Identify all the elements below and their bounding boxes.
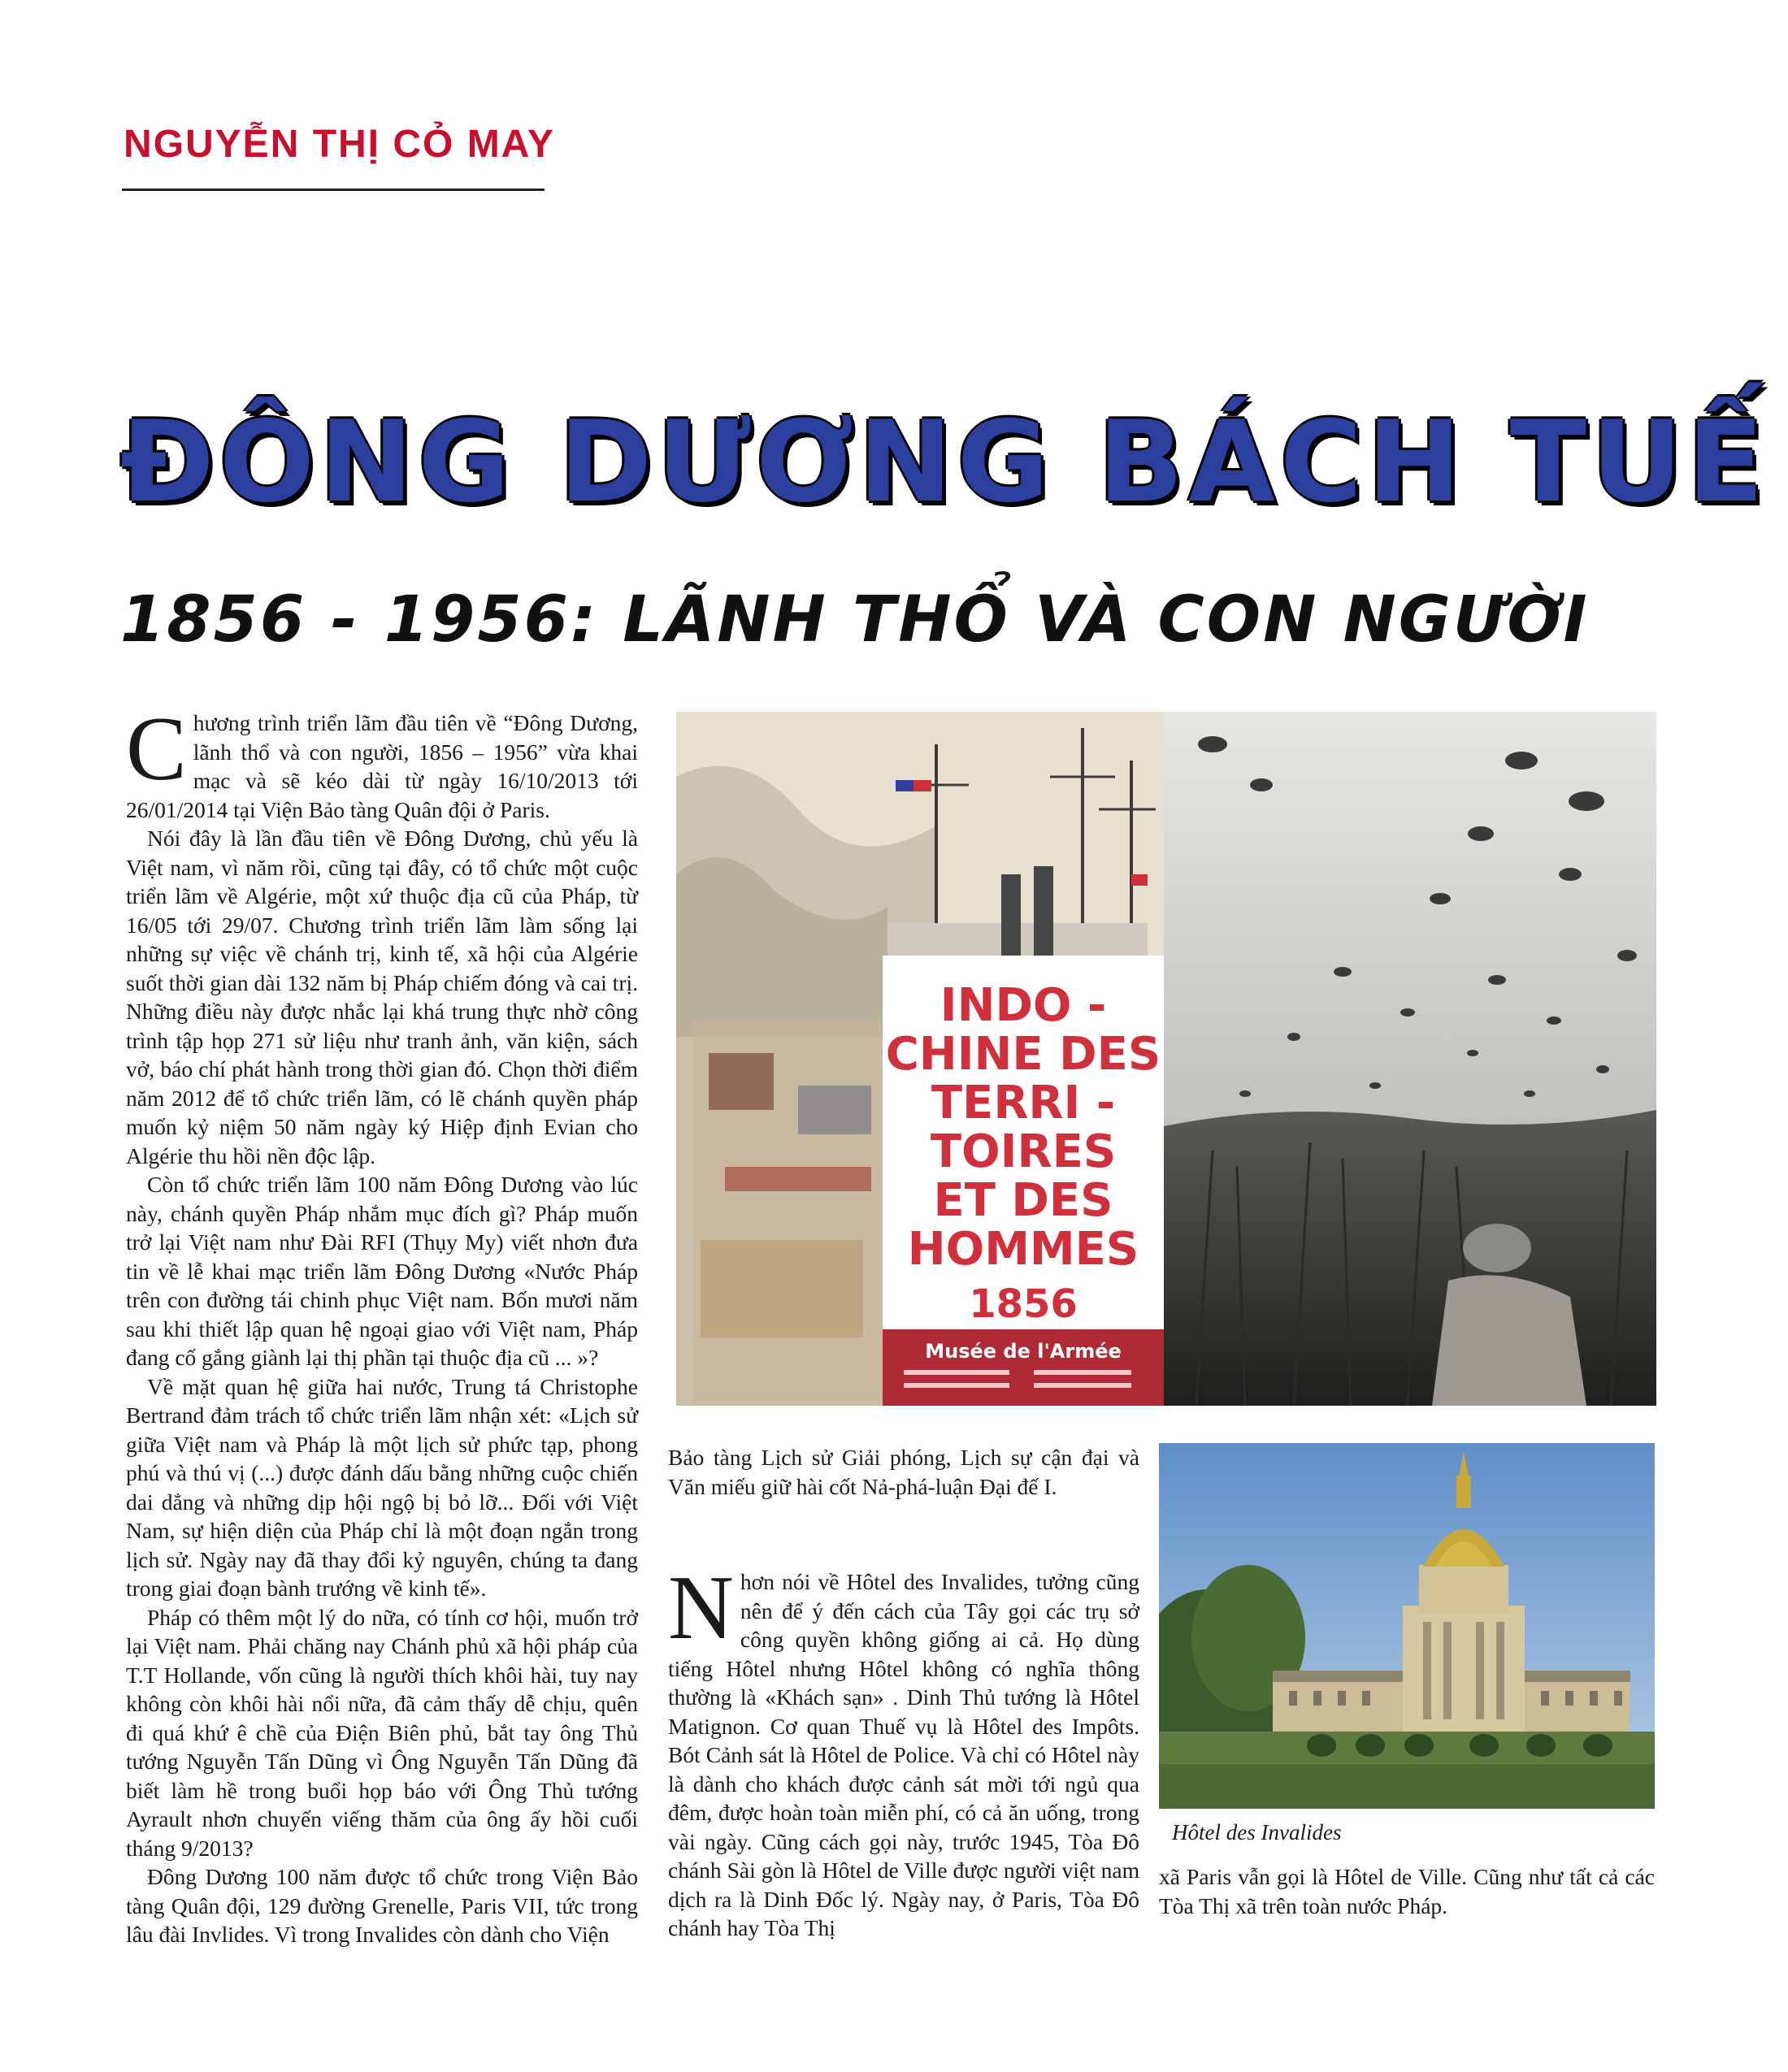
paragraph-text: hơn nói về Hôtel des Invalides, tưởng cũng nên để ý đến cách của Tây gọi các trụ sở công quyền không giống ai cả. Họ dùng tiếng Hôtel nhưng Hôtel không có nghĩa thông thường là «Khách sạn» . Dinh Thủ tướng là Hôtel Matignon. Cơ quan Thuế vụ là Hôtel des Impôts. Bót Cảnh sát là Hôtel de Police. Và chỉ có Hôtel này là dành cho khách được cảnh sát mời tới ngủ qua đêm, được hoàn toàn miễn phí, có cả ăn uống, trong vài ngày. Cũng cách gọi này, trước 1945, Tòa Đô chánh Sài gòn là Hôtel de Ville được người việt nam dịch ra là Dinh Đốc lý. Ngày nay, ở Paris, Tòa Đô chánh hay Tòa Thị bbox=[668, 1569, 1139, 1940]
paragraph: Pháp có thêm một lý do nữa, có tính cơ hội, muốn trở lại Việt nam. Phải chăng nay Chánh phủ xã hội pháp của T.T Hollande, vốn cũng là người thích khôi hài, tuy nay không còn khôi hài nổi nữa, đã cảm thấy dễ chịu, quên đi quá khứ ê chề của Điện Biên phủ, bắt tay ông Thủ tướng Nguyễn Tấn Dũng vì Ông Nguyễn Tấn Dũng đã biết làm hề trong buổi họp báo với Ông Thủ tướng Ayrault nhơn chuyến viếng thăm của ông ấy hồi cuối tháng 9/2013? bbox=[126, 1604, 638, 1861]
paragraph: Nói đây là lần đầu tiên về Đông Dương, chủ yếu là Việt nam, vì năm rồi, cũng tại đây, có tổ chức một cuộc triển lãm về Algérie, một xứ thuộc địa cũ của Pháp, từ 16/05 tới 29/07. Chương trình triển lãm làm sống lại những sự việc về chánh trị, kinh tế, xã hội của Algérie suốt thời gian dài 132 năm bị Pháp chiếm đóng và cai trị. Những điều này được nhắc lại khá trung thực nhờ công trình tập họp 271 sử liệu như tranh ảnh, văn kiện, sách vở, báo chí phát hành trong thời gian đó. Chọn thời điểm năm 2012 để tổ chức triển lãm, có lẽ chánh quyền pháp muốn kỷ niệm 50 năm ngày ký Hiệp định Evian cho Algérie thu hồi nền độc lập. bbox=[126, 826, 638, 1168]
poster-line-4: TOIRES bbox=[930, 1125, 1117, 1178]
paragraph: Đông Dương 100 năm được tổ chức trong Viện Bảo tàng Quân đội, 129 đường Grenelle, Paris VII, tức trong lâu đài Invlides. Vì trong Invalides còn dành cho Viện bbox=[126, 1864, 638, 1947]
drop-cap: C bbox=[126, 699, 187, 800]
poster-line-3: TERRI - bbox=[931, 1077, 1116, 1129]
invalides-photo-art bbox=[1159, 1443, 1655, 1809]
exhibition-photo-art bbox=[676, 712, 1656, 1406]
exhibition-photo bbox=[676, 712, 1656, 1406]
paragraph-text: hương trình triển lãm đầu tiên về “Đông Dương, lãnh thổ và con người, 1856 – 1956” vừa khai mạc và sẽ kéo dài từ ngày 16/10/2013 tới 26/01/2014 tại Viện Bảo tàng Quân đội ở Paris. bbox=[126, 710, 638, 822]
article-subtitle: 1856 - 1956: LÃNH THỔ VÀ CON NGƯỜI bbox=[120, 583, 1590, 657]
poster-line-1: INDO - bbox=[940, 979, 1107, 1032]
article-column-1 bbox=[126, 699, 638, 1949]
drop-cap: N bbox=[668, 1558, 734, 1658]
article-column-3 bbox=[1159, 1862, 1655, 1920]
author-name: NGUYỄN THỊ CỎ MAY bbox=[124, 123, 555, 166]
poster-line-6: HOMMES bbox=[907, 1223, 1139, 1276]
poster-line-2: CHINE DES bbox=[885, 1028, 1161, 1081]
article-column-2 bbox=[668, 1443, 1139, 1943]
poster-years: 1856 bbox=[969, 1281, 1078, 1327]
paragraph: Về mặt quan hệ giữa hai nước, Trung tá Christophe Bertrand đảm trách tổ chức triển lãm nhận xét: «Lịch sử giữa Việt nam và Pháp là một lịch sử phức tạp, phong phú và thú vị (...) được đánh dấu bằng những cuộc chiến dai dẳng và những dịp hội ngộ bị bỏ lỡ... Đối với Việt Nam, sự hiện diện của Pháp chỉ là một đoạn ngắn trong lịch sử. Ngày nay đã thay đổi kỷ nguyên, chúng ta đang trong giai đoạn bành trướng về kinh tế». bbox=[126, 1373, 638, 1601]
invalides-caption: Hôtel des Invalides bbox=[1172, 1820, 1342, 1844]
article-title: ĐÔNG DƯƠNG BÁCH TUẾ bbox=[120, 397, 1769, 527]
invalides-photo bbox=[1159, 1443, 1655, 1809]
paragraph: xã Paris vẫn gọi là Hôtel de Ville. Cũng như tất cả các Tòa Thị xã trên toàn nước Pháp. bbox=[1159, 1864, 1655, 1918]
paragraph bbox=[126, 699, 638, 824]
poster-museum: Musée de l'Armée bbox=[925, 1340, 1122, 1363]
paragraph: Còn tổ chức triển lãm 100 năm Đông Dương vào lúc này, chánh quyền Pháp nhắm mục đích gì? Pháp muốn trở lại Việt nam như Đài RFI (Thụy My) viết nhơn đưa tin về lễ khai mạc triển lãm Đông Dương «Nước Pháp trên con đường tái chinh phục Việt nam. Bốn mươi năm sau khi thiết lập quan hệ ngoại giao với Việt nam, Pháp đang cố gắng giành lại thị phần tại thuộc địa cũ ... »? bbox=[126, 1172, 638, 1370]
paragraph bbox=[668, 1558, 1139, 1943]
paragraph: Bảo tàng Lịch sử Giải phóng, Lịch sự cận đại và Văn miếu giữ hài cốt Nả-phá-luận Đại đế I. bbox=[668, 1445, 1139, 1499]
poster-line-5: ET DES bbox=[933, 1174, 1113, 1227]
author-rule bbox=[122, 189, 545, 191]
